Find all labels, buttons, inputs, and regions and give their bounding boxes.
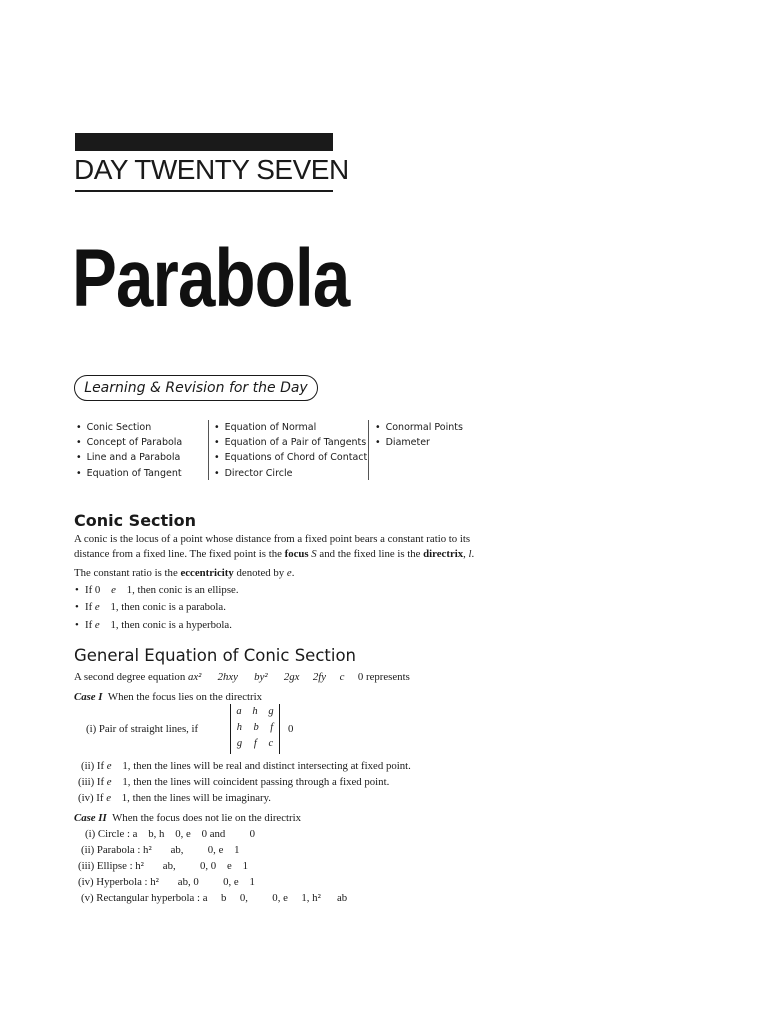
text: (iv) If — [78, 792, 104, 804]
cell: c — [268, 738, 274, 749]
paragraph-line — [74, 547, 694, 562]
paragraph-line: A conic is the locus of a point whose distance from a fixed point bears a constant ratio to its — [74, 533, 471, 545]
text: . — [471, 547, 475, 560]
bullet-item — [85, 583, 239, 598]
var: e — [111, 584, 116, 596]
topics-divider — [368, 420, 369, 480]
term-focus: focus — [284, 547, 309, 560]
text: When the focus lies on the directrix — [107, 691, 263, 703]
topic-item: • Diameter — [375, 435, 463, 450]
topic-item: • Conic Section — [76, 420, 182, 435]
term: by² — [254, 671, 268, 683]
cell: h — [236, 722, 242, 733]
cell: f — [270, 722, 274, 733]
learning-box-label: Learning & Revision for the Day — [84, 380, 308, 396]
text: (iii) If — [78, 776, 105, 788]
text: 1, then conic is an ellipse. — [126, 584, 239, 596]
term-eccentricity: eccentricity — [180, 567, 234, 579]
text: , — [463, 547, 469, 560]
cell: h — [252, 706, 258, 717]
section-heading: Conic Section — [74, 511, 197, 530]
bullet-item — [85, 618, 232, 633]
case-item: (i) Circle : a b, h 0, e 0 and 0 — [85, 828, 256, 840]
topics-col-2 — [214, 420, 367, 481]
chapter-title: Parabola — [72, 233, 350, 324]
topic-item: • Equation of Tangent — [76, 466, 182, 481]
text: A second degree equation — [74, 671, 188, 683]
text: When the focus does not lie on the directrix — [112, 812, 301, 824]
cell: g — [268, 706, 274, 717]
matrix-row — [231, 736, 279, 752]
equals-value: 0 — [288, 723, 294, 735]
topic-item: • Equation of a Pair of Tangents — [214, 435, 367, 450]
topics-col-3 — [375, 420, 463, 450]
case-item — [81, 759, 411, 774]
var: e — [106, 776, 112, 788]
paragraph — [74, 532, 694, 561]
bullet-item — [85, 600, 226, 615]
text: If — [85, 619, 93, 631]
matrix-row — [231, 720, 279, 736]
term: 2hxy — [217, 671, 238, 683]
topics-divider — [208, 420, 209, 480]
text: . — [291, 567, 295, 579]
topic-item: • Equations of Chord of Contact — [214, 450, 367, 465]
topic-item: • Line and a Parabola — [76, 450, 182, 465]
day-label: DAY TWENTY SEVEN — [74, 154, 349, 185]
topic-item: • Director Circle — [214, 466, 367, 481]
matrix-row — [231, 704, 279, 720]
section-heading: General Equation of Conic Section — [74, 646, 357, 665]
text: (ii) If — [81, 760, 105, 772]
header-rule — [75, 190, 333, 192]
term: c — [339, 671, 345, 683]
var: l — [468, 547, 472, 560]
text: 1, then the lines will coincident passing through a fixed point. — [122, 776, 390, 788]
case-item: (v) Rectangular hyperbola : a b 0, 0, e 1, h² ab — [81, 892, 348, 904]
text: 1, then conic is a hyperbola. — [110, 619, 232, 631]
text: distance from a fixed line. The fixed point is the — [74, 547, 285, 560]
topic-item: • Concept of Parabola — [76, 435, 182, 450]
case-label: Case II — [74, 812, 107, 824]
cell: g — [236, 738, 243, 749]
paragraph — [74, 566, 294, 581]
paragraph — [74, 670, 410, 685]
text: denoted by — [233, 567, 287, 579]
topic-item: • Conormal Points — [375, 420, 463, 435]
var: e — [106, 792, 111, 804]
header-bar — [75, 133, 333, 151]
text: 1, then the lines will be real and distinct intersecting at fixed point. — [122, 760, 411, 772]
var: S — [311, 547, 317, 560]
term: 2fy — [312, 671, 327, 683]
case-item: (i) Pair of straight lines, if — [86, 723, 199, 735]
text: and the fixed line is the — [316, 547, 424, 560]
term: ax² — [187, 671, 202, 683]
term-directrix: directrix — [423, 547, 464, 560]
var: e — [94, 619, 100, 631]
var: e — [94, 601, 100, 613]
case-line — [74, 690, 262, 705]
text: 1, then conic is a parabola. — [110, 601, 226, 613]
case-item — [78, 791, 271, 806]
learning-box — [74, 375, 318, 401]
topics-col-1 — [76, 420, 182, 481]
text: If 0 — [85, 584, 101, 596]
case-item: (ii) Parabola : h² ab, 0, e 1 — [81, 844, 240, 856]
case-item — [78, 775, 389, 790]
cell: b — [253, 722, 259, 733]
text: 1, then the lines will be imaginary. — [121, 792, 272, 804]
cell: a — [236, 706, 242, 717]
cell: f — [253, 738, 257, 749]
case-item: (iii) Ellipse : h² ab, 0, 0 e 1 — [78, 860, 248, 872]
var: e — [286, 567, 292, 579]
term: 2gx — [283, 671, 300, 683]
topic-item: • Equation of Normal — [214, 420, 367, 435]
text: If — [85, 601, 93, 613]
case-label: Case I — [74, 691, 103, 703]
text: The constant ratio is the — [74, 567, 181, 579]
case-line — [74, 811, 301, 826]
var: e — [106, 760, 112, 772]
determinant-matrix — [230, 704, 280, 754]
text: 0 represents — [357, 671, 410, 683]
case-item: (iv) Hyperbola : h² ab, 0 0, e 1 — [78, 876, 255, 888]
